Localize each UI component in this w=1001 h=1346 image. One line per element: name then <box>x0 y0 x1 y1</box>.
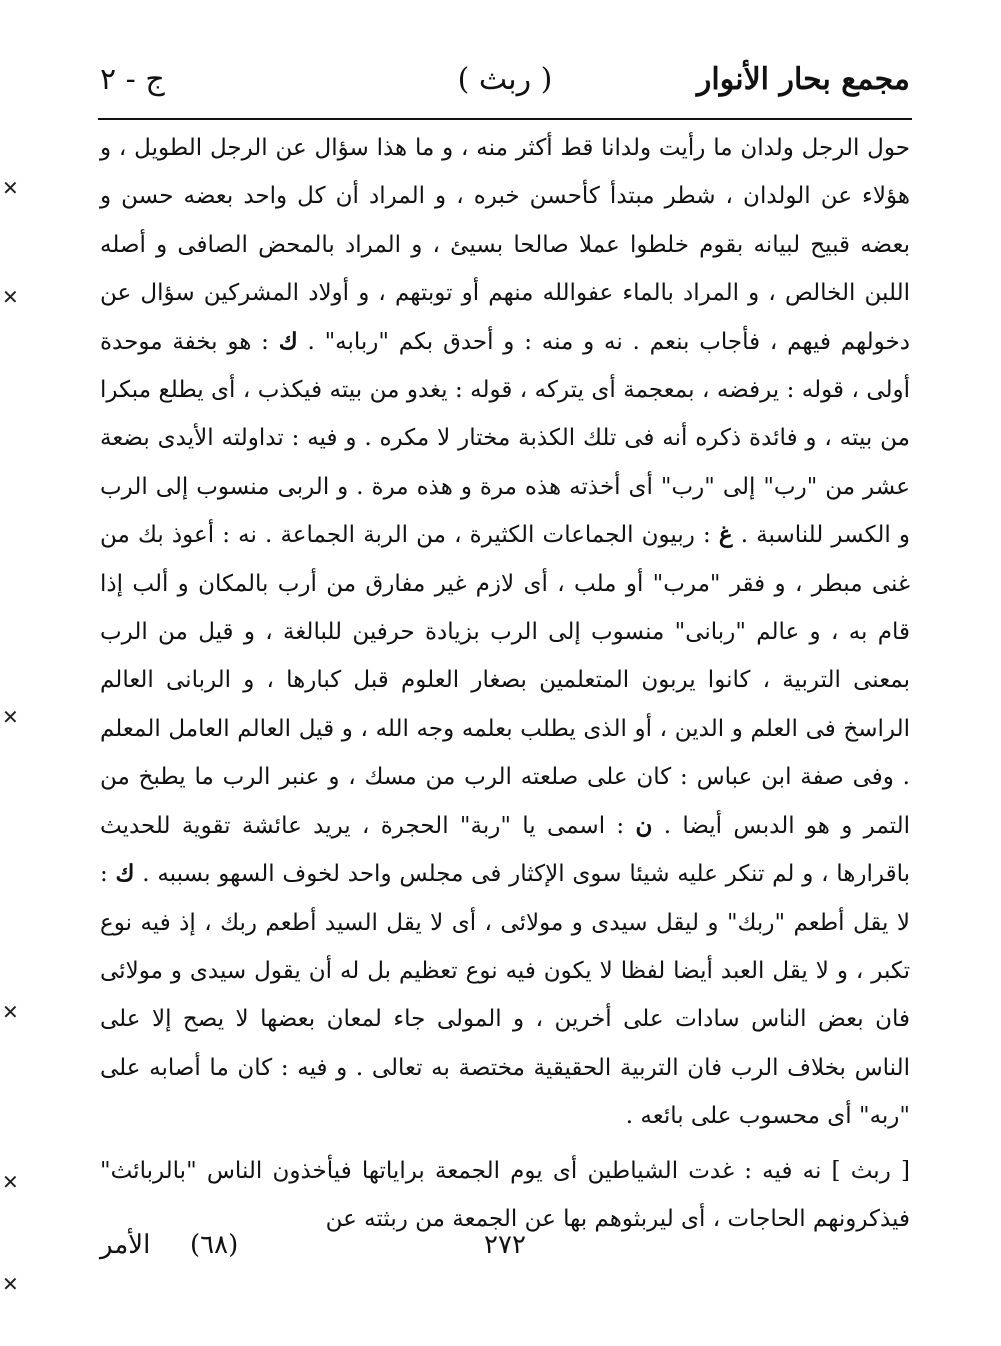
entry-root: ( ربث ) <box>457 62 553 97</box>
source-abbreviation: ن <box>635 811 653 839</box>
margin-mark-icon: ✕ <box>2 1000 19 1024</box>
text-run: : اسمى يا "ربة" الحجرة ، يريد عائشة تقوية للحديث باقرارها ، و لم تنكر عليه شيئا سوى الإكثار فى مجلس واحد لخوف السهو بسببه . <box>100 812 911 888</box>
text-run: حول الرجل ولدان ما رأيت ولدانا قط أكثر منه ، و ما هذا سؤال عن الرجل الطويل ، و هؤلاء عن الولدان ، شطر مبتدأ كأحسن خبره ، و المراد أن كل واحد بعضه حسن و بعضه قبيح لبيانه بقوم خلطوا عملا صالحا بسيئ ، و المراد بالمحض الصافى و أصله اللبن الخالص ، و المراد بالماء عفوالله منهم أو توبتهم ، و أولاد المشركين سؤال عن دخولهم فيهم ، فأجاب بنعم . نه و منه : و أحدق بكم "ربابه" . <box>100 135 910 355</box>
source-abbreviation: ك <box>115 860 135 888</box>
running-header <box>100 62 910 106</box>
margin-mark-icon: ✕ <box>2 1170 19 1194</box>
text-run: : ربيون الجماعات الكثيرة ، من الربة الجماعة . نه : أعوذ بك من غنى مبطر ، و فقر "مرب" أو ملب ، أى لازم غير مفارق من أرب بالمكان و ألب إذا قام به ، و عالم "ربانى" منسوب إلى الرب بزيادة حرفين للبالغة ، و قيل من الرب بمعنى التربية ، كانوا يربون المتعلمين بصغار العلوم قبل كبارها ، و الربانى العالم الراسخ فى العلم و الدين ، أو الذى يطلب بعلمه وجه الله ، و قيل العالم العامل المعلم . وفى صفة ابن عباس : كان على صلعته الرب من مسك ، و عنبر الرب ما يطبخ من التمر و هو الدبس أيضا . <box>100 522 910 839</box>
text-run: : هو بخفة موحدة أولى ، قوله : يرفضه ، بمعجمة أى يتركه ، قوله : يغدو من بيته فيكذب ، أى يطلع مبكرا من بيته ، و فائدة ذكره أنه فى تلك الكذبة مختار لا مكره . و فيه : تداولته الأيدى بضعة عشر من "رب" إلى "رب" أى أخذته هذه مرة و هذه مرة . و الربى منسوب إلى الرب و الكسر للناسبة . <box>100 328 910 549</box>
header-rule <box>98 118 912 120</box>
catchword: الأمر <box>100 1230 151 1260</box>
main-text <box>100 124 910 1243</box>
page-footer <box>100 1230 910 1274</box>
signature-mark: (٦٨) <box>190 1230 239 1260</box>
source-abbreviation: غ <box>718 521 733 549</box>
source-abbreviation: ك <box>278 327 298 355</box>
text-run: : لا يقل أطعم "ربك" و ليقل سيدى و مولائى ، أى لا يقل السيد أطعم ربك ، إذ فيه نوع تكبر ، و لا يقل العبد أيضا لفظا لا يكون فيه نوع تعظيم بل له أن يقول سيدى و مولائى فان بعض الناس سادات على أخرين ، و المولى جاء لمعان بعضها لا يصح إلا على الناس بخلاف الرب فان التربية الحقيقية مختصة به تعالى . و فيه : كان ما أصابه على "ربه" أى محسوب على بائعه . <box>100 861 910 1130</box>
volume-number: ج - ٢ <box>100 62 165 97</box>
margin-mark-icon: ✕ <box>2 705 19 729</box>
paragraph <box>100 124 910 1141</box>
book-title: مجمع بحار الأنوار <box>696 62 910 97</box>
margin-mark-icon: ✕ <box>2 176 19 200</box>
margin-mark-icon: ✕ <box>2 285 19 309</box>
entry-paragraph: [ ربث ] نه فيه : غدت الشياطين أى يوم الجمعة براياتها فيأخذون الناس "بالربائث" فيذكرونهم الحاجات ، أى ليربثوهم بها عن الجمعة من ربثته عن <box>100 1157 910 1232</box>
page-number: ٢٧٢ <box>484 1230 526 1260</box>
margin-mark-icon: ✕ <box>2 1272 19 1296</box>
